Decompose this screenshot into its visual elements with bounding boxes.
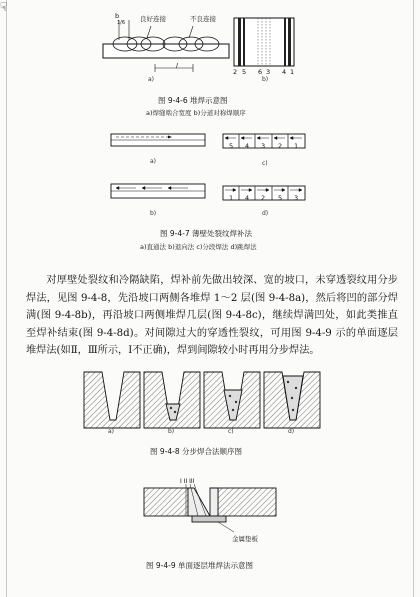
fig947-sub-a: a): [150, 158, 157, 165]
fig947d-num-1: 1: [229, 194, 234, 202]
page-border-left: [6, 0, 7, 597]
fig947d-num-2: 2: [261, 194, 266, 202]
fig946-num-1: 1: [290, 68, 295, 76]
fig947c-num-3: 3: [261, 142, 266, 150]
fig948-sub-b: b): [168, 428, 175, 435]
fig947c-num-1: 1: [294, 142, 299, 150]
fig946-subcaption: a)焊缝啮合宽度 b)分道对称焊顺序: [146, 109, 246, 117]
fig946-sub-b: b): [262, 76, 269, 83]
fig947c-num-5: 5: [229, 142, 234, 150]
fig947-sub-b: b): [150, 210, 157, 217]
fig948-sub-c: c): [228, 428, 234, 435]
hand-cursor-icon: ☟: [0, 0, 8, 14]
dim-l-label: l: [176, 62, 178, 70]
fig946-num-3: 3: [266, 68, 271, 76]
good-connection-label: 良好连接: [140, 15, 166, 23]
page-border-right: [413, 0, 414, 597]
dim-b-label: b: [115, 12, 120, 20]
figure-9-4-8: [82, 368, 322, 436]
bad-connection-label: 不良连接: [190, 15, 216, 23]
fig949-roman-label: I II III: [180, 478, 195, 485]
fig947-sub-c: c): [262, 160, 268, 167]
fig946-num-2: 2: [233, 68, 238, 76]
figure-9-4-6b: [232, 16, 296, 68]
figure-9-4-7b: [110, 178, 206, 206]
fig947-subcaption: a)直通法 b)退向法 c)分段焊法 d)跳焊法: [140, 243, 257, 251]
fig947d-num-3: 3: [294, 194, 299, 202]
fig947c-num-4: 4: [245, 142, 250, 150]
fig947d-num-4: 4: [245, 194, 250, 202]
fig946-num-5: 5: [242, 68, 247, 76]
fig947-caption: 图 9-4-7 薄壁处裂纹焊补法: [160, 229, 252, 238]
fig946-num-6: 6: [258, 68, 263, 76]
fig946-sub-a: a): [148, 76, 155, 83]
fig948-sub-d: d): [288, 428, 295, 435]
dim-sixth-label: 1/6: [117, 20, 126, 26]
fig946-caption: 图 9-4-6 堆焊示意图: [158, 96, 228, 105]
metal-backing-label: 金属垫板: [232, 535, 258, 543]
fig948-caption: 图 9-4-8 分步焊合法顺序图: [150, 447, 242, 456]
fig948-sub-a: a): [108, 428, 115, 435]
figure-9-4-9: [140, 474, 280, 538]
fig947-sub-d: d): [262, 210, 269, 217]
figure-9-4-7a: [110, 128, 206, 154]
fig947d-num-5: 5: [278, 194, 283, 202]
body-paragraph: 对厚壁处裂纹和冷隔缺陷，焊补前先做出较深、宽的坡口，未穿透裂纹用分步焊法，见图 9-4-8，先沿坡口两侧各堆焊 1～2 层(图 9-4-8a)，然后将凹的部分焊满(图 9-4-8b)，再沿坡口两侧堆焊几层(图 9-4-8c)，继续焊满凹处，如此类推直至焊补结束(图 9-4-8d)。对间隙过大的穿透性裂纹，可用图 9-4-9 示的单面逐层堆焊法(如Ⅱ，Ⅲ所示，Ⅰ不正确)，焊到间隙较小时再用分步焊法。: [26, 275, 398, 356]
fig949-caption: 图 9-4-9 单面逐层堆焊法示意图: [146, 561, 253, 570]
fig947c-num-2: 2: [278, 142, 283, 150]
fig946-num-4: 4: [282, 68, 287, 76]
